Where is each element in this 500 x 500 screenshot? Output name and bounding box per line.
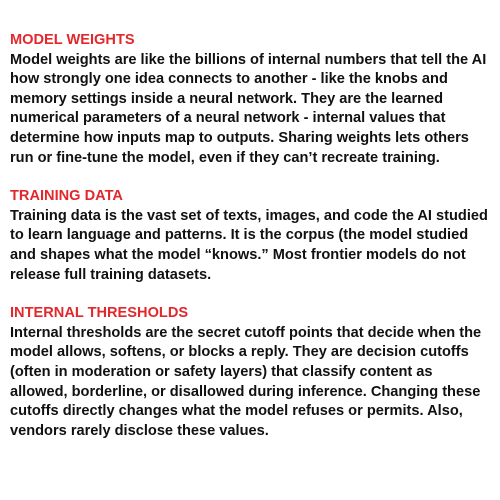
section-body: Model weights are like the billions of internal numbers that tell the AI how strongly one idea connects to another - like the knobs and memory settings inside a neural network. They are the learned numerical parameters of a neural network - internal values that determine how inputs map to outputs. Sharing weights lets others run or fine-tune the model, even if they can’t recreate training. [10, 51, 487, 166]
section-model-weights [10, 31, 494, 168]
section-body: Training data is the vast set of texts, images, and code the AI studied to learn language and patterns. It is the corpus (the model studied and shapes what the model “knows.” Most frontier models do not release full training datasets. [10, 207, 488, 283]
section-training-data [10, 187, 494, 285]
section-heading: TRAINING DATA [10, 188, 123, 205]
section-heading: MODEL WEIGHTS [10, 32, 135, 48]
section-body: Internal thresholds are the secret cutoff points that decide when the model allows, softens, or blocks a reply. They are decision cutoffs (often in moderation or safety layers) that classify content as allowed, borderline, or disallowed during inference. Changing these cutoffs directly changes what the model refuses or permits. Also, vendors rarely disclose these values. [10, 324, 482, 439]
document [10, 31, 494, 460]
section-internal-thresholds [10, 304, 494, 441]
section-heading: INTERNAL THRESHOLDS [10, 305, 189, 322]
